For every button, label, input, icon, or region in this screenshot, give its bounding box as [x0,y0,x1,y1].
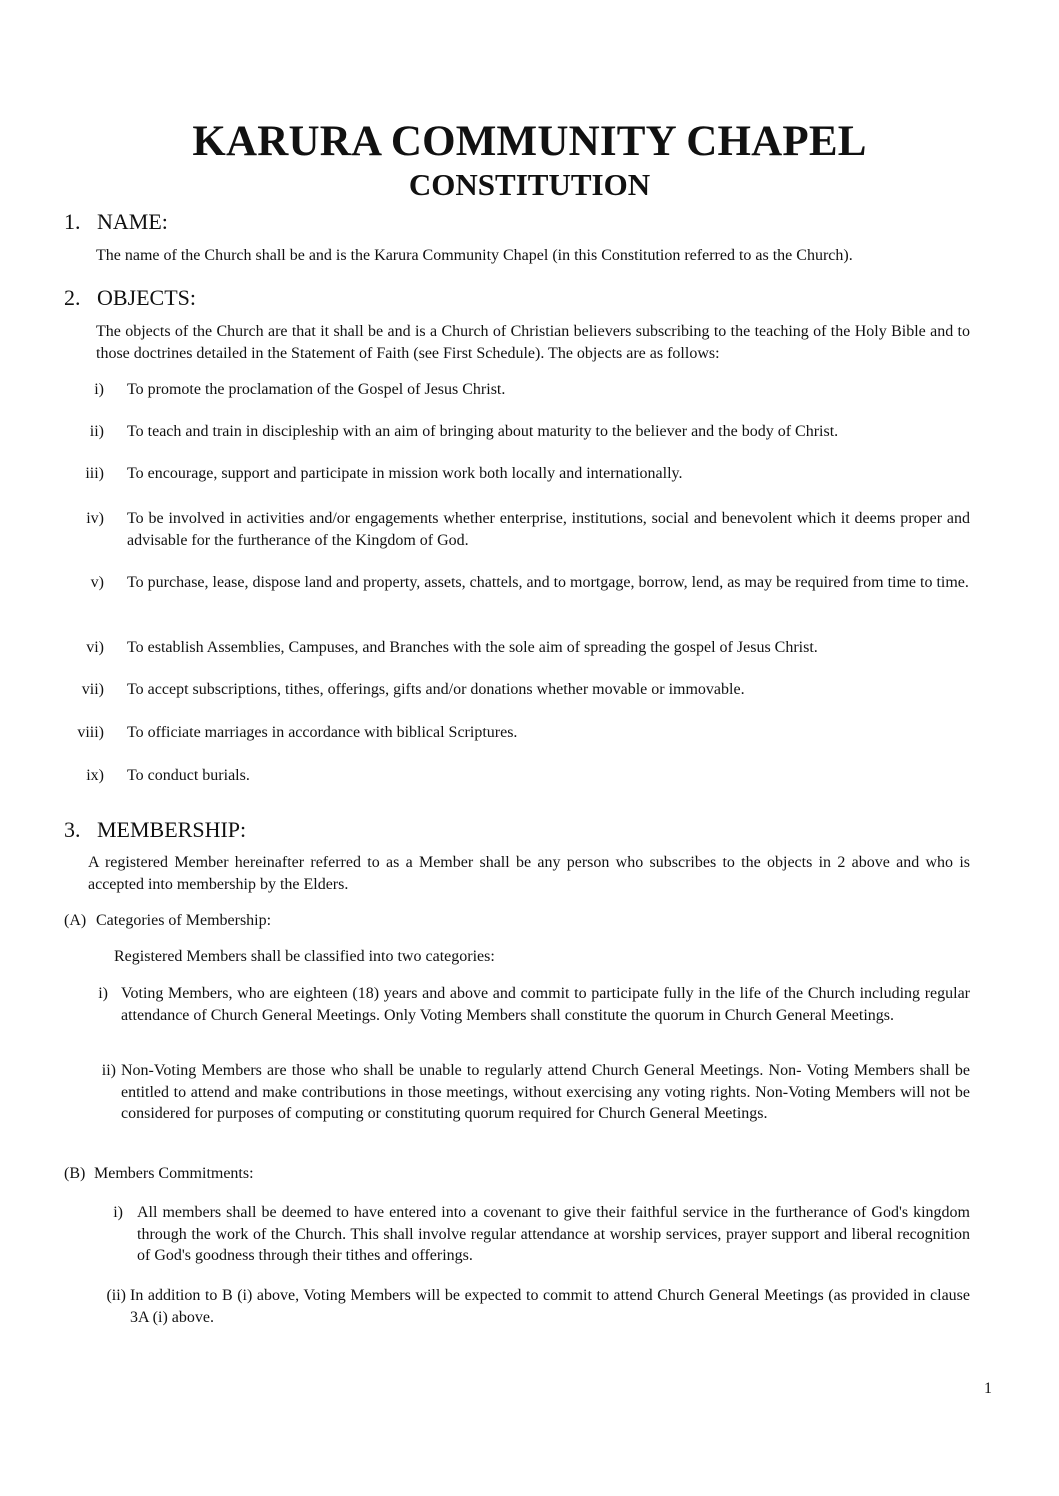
list-marker: iv) [86,510,104,527]
subsection-marker: (A) [64,912,87,929]
section-body-name: The name of the Church shall be and is the Karura Community Chapel (in this Constitution referred to as the Church). [96,247,853,264]
list-marker: i) [113,1204,123,1221]
section-heading-objects [64,284,196,312]
list-text: To promote the proclamation of the Gospel of Jesus Christ. [127,381,506,398]
list-text: Non-Voting Members are those who shall be unable to regularly attend Church General Meetings. Non- Voting Members shall be entitled to attend and make contributions in those meetings, without exercising any voting rights. Non-Voting Members will not be considered for purposes of computing or constituting quorum required for Church General Meetings. [121,1062,970,1122]
section-body-objects: The objects of the Church are that it shall be and is a Church of Christian believers subscribing to the teaching of the Holy Bible and to those doctrines detailed in the Statement of Faith (see First Schedule). The objects are as follows: [96,323,970,362]
section-title: OBJECTS: [97,285,197,310]
list-text: To accept subscriptions, tithes, offerings, gifts and/or donations whether movable or immovable. [127,681,745,698]
list-marker: ix) [86,767,104,784]
list-text: To officiate marriages in accordance with biblical Scriptures. [127,724,518,741]
section-heading-membership [64,816,246,844]
list-marker: vii) [81,681,104,698]
subsection-label: Members Commitments: [94,1165,254,1182]
section-number: 2. [64,285,81,310]
list-marker: (ii) [106,1287,126,1304]
list-marker: ii) [101,1062,116,1079]
list-marker: iii) [85,465,104,482]
subsection-intro: Registered Members shall be classified into two categories: [114,948,495,965]
section-title: MEMBERSHIP: [97,817,247,842]
section-heading-name [64,208,168,236]
list-marker: vi) [86,639,104,656]
list-text: To conduct burials. [127,767,250,784]
list-text: Voting Members, who are eighteen (18) years and above and commit to participate fully in the life of the Church including regular attendance of Church General Meetings. Only Voting Members shall constitute the quorum in Church General Meetings. [121,985,970,1024]
section-number: 3. [64,817,81,842]
list-marker: v) [90,574,104,591]
subsection-label: Categories of Membership: [96,912,272,929]
page-number: 1 [984,1380,992,1397]
list-text: To purchase, lease, dispose land and property, assets, chattels, and to mortgage, borrow, lend, as may be required from time to time. [127,574,969,591]
list-text: All members shall be deemed to have entered into a covenant to give their faithful service in the furtherance of God's kingdom through the work of the Church. This shall involve regular attendance at worship services, prayer support and liberal recognition of God's goodness through their tithes and offerings. [137,1204,970,1264]
section-body-membership: A registered Member hereinafter referred to as a Member shall be any person who subscribes to the objects in 2 above and who is accepted into membership by the Elders. [88,854,970,893]
section-number: 1. [64,209,81,234]
list-text: In addition to B (i) above, Voting Members will be expected to commit to attend Church General Meetings (as provided in clause 3A (i) above. [130,1287,970,1326]
subsection-marker: (B) [64,1165,86,1182]
list-text: To encourage, support and participate in mission work both locally and internationally. [127,465,683,482]
list-marker: viii) [77,724,104,741]
list-marker: i) [94,381,104,398]
list-text: To teach and train in discipleship with an aim of bringing about maturity to the believer and the body of Christ. [127,423,839,440]
document-subtitle: CONSTITUTION [408,167,651,202]
list-text: To be involved in activities and/or engagements whether enterprise, institutions, social and benevolent which it deems proper and advisable for the furtherance of the Kingdom of God. [127,510,970,549]
list-text: To establish Assemblies, Campuses, and Branches with the sole aim of spreading the gospel of Jesus Christ. [127,639,818,656]
document-title: KARURA COMMUNITY CHAPEL [192,118,867,165]
section-title: NAME: [97,209,168,234]
list-marker: ii) [89,423,104,440]
list-marker: i) [98,985,108,1002]
